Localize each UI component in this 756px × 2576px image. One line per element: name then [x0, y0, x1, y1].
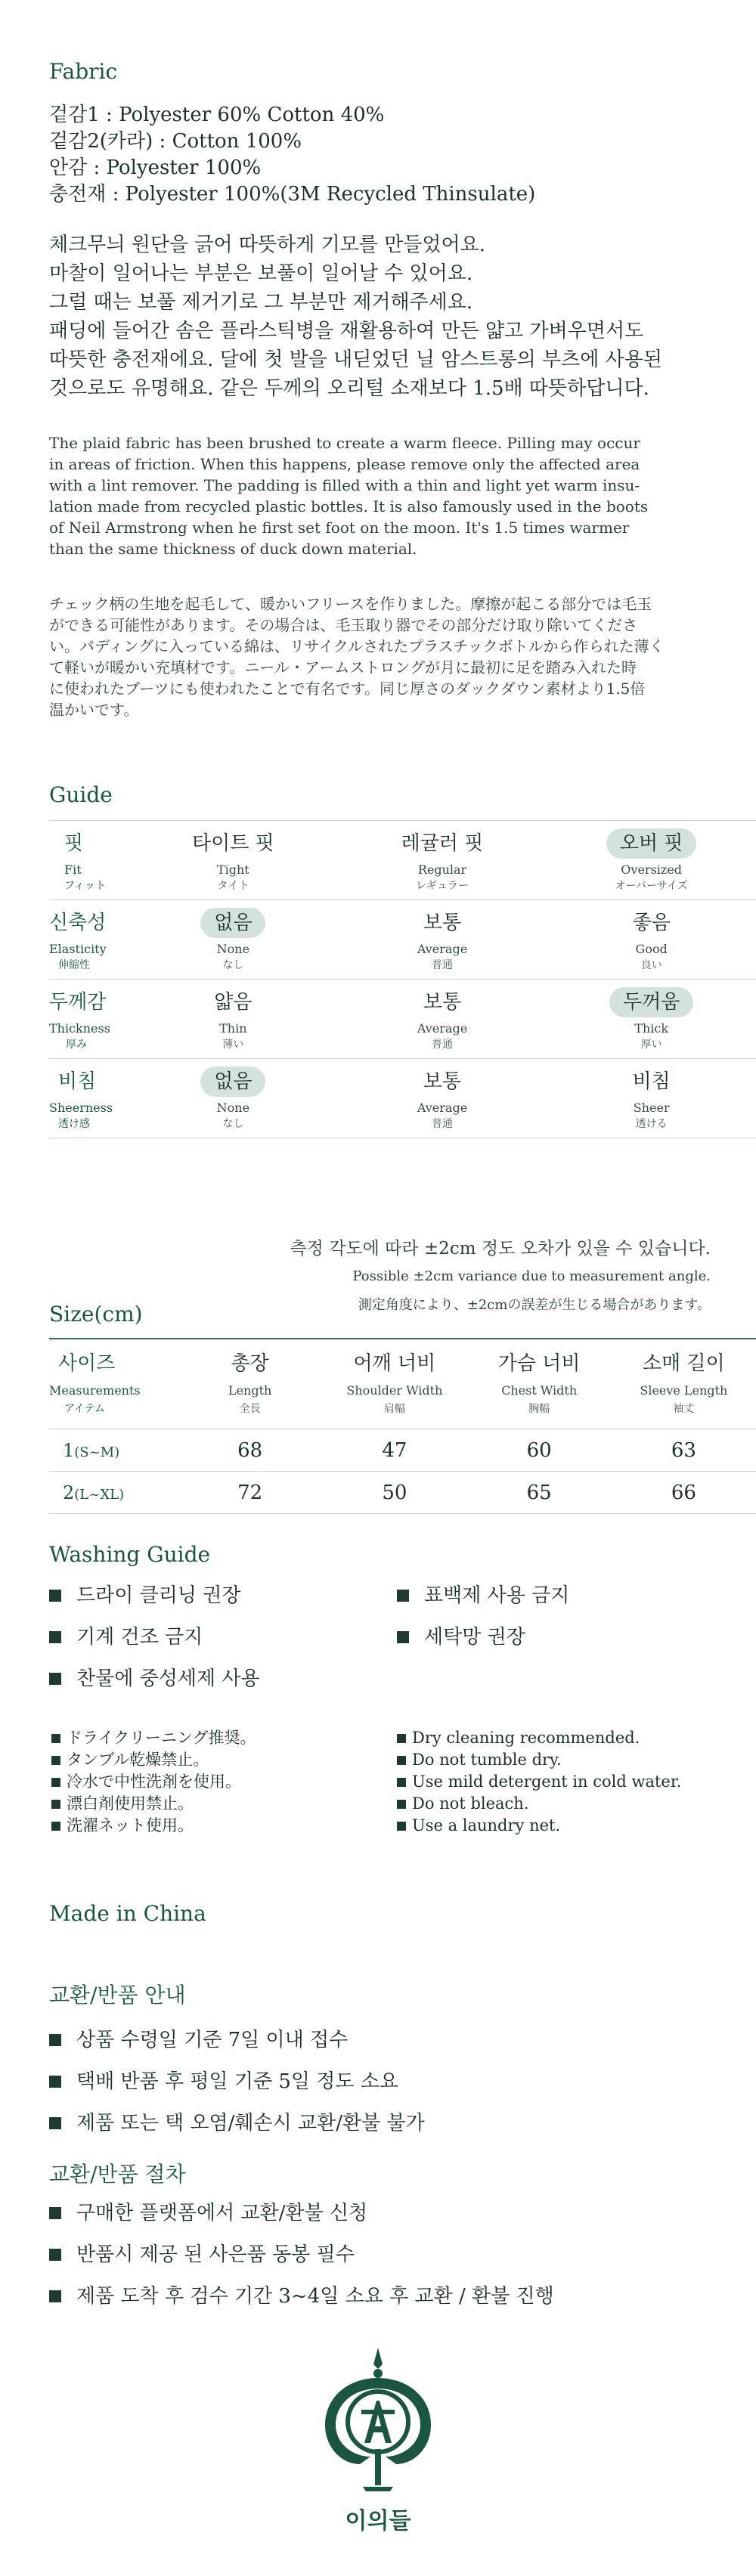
- label-kr: 핏: [64, 832, 84, 855]
- guide-option: [129, 821, 338, 899]
- washing-jp-list: [51, 1727, 384, 1837]
- washing-en-item: Dry cleaning recommended.: [397, 1727, 730, 1749]
- option-en: Average: [417, 1101, 468, 1115]
- size-value: 47: [382, 1438, 407, 1462]
- guide-option: [338, 900, 547, 979]
- guide-option-selected: [129, 900, 338, 979]
- option-en: Regular: [417, 862, 467, 877]
- size-range: (S~M): [74, 1444, 120, 1460]
- bullet-square-icon: [397, 1800, 406, 1809]
- guide-option: [338, 980, 547, 1058]
- size-col-header: [612, 1339, 756, 1429]
- bullet-square-icon: [51, 1822, 60, 1831]
- col-kr: 사이즈: [58, 1352, 116, 1375]
- guide-option: [129, 980, 338, 1058]
- guide-row-fit: [49, 820, 756, 899]
- size-number: 2: [63, 1482, 75, 1503]
- size-label: [49, 1482, 178, 1503]
- exchange-process-list: [49, 2199, 711, 2311]
- guide-option: [338, 821, 547, 899]
- col-en: Chest Width: [501, 1383, 578, 1398]
- note-en: Possible ±2cm variance due to measurement angle.: [352, 1268, 711, 1284]
- fabric-description-jp: [49, 593, 711, 720]
- size-label: [49, 1440, 178, 1461]
- option-en: Tight: [216, 862, 249, 877]
- size-row: [49, 1472, 756, 1514]
- desc-kr-line: 따뜻한 충전재에요. 달에 첫 발을 내딛었던 닐 암스트롱의 부츠에 사용된: [49, 348, 663, 371]
- guide-option: [338, 1059, 547, 1138]
- option-kr-highlight: 없음: [200, 1067, 265, 1097]
- label-kr: 비침: [58, 1070, 97, 1093]
- brand-monogram-icon: [318, 2343, 438, 2494]
- origin-label: Made in China: [49, 1901, 206, 1926]
- washing-heading: Washing Guide: [49, 1542, 211, 1567]
- desc-jp-line: に使われたブーツにも使われたことで有名です。同じ厚さのダックダウン素材より1.5倍: [49, 680, 646, 698]
- washing-en-item: Do not tumble dry.: [397, 1749, 730, 1771]
- washing-kr-right: [397, 1581, 722, 1667]
- guide-row-elasticity: [49, 899, 756, 979]
- option-jp: レギュラー: [416, 880, 469, 892]
- col-kr: 어깨 너비: [353, 1352, 436, 1375]
- option-jp: 良い: [640, 959, 662, 971]
- origin-section: [49, 1901, 711, 1926]
- col-kr: 소매 길이: [643, 1352, 725, 1375]
- desc-en-line: of Neil Armstrong when he first set foot on the moon. It's 1.5 times warmer: [49, 519, 630, 537]
- washing-item: 찬물에 중성세제 사용: [49, 1664, 389, 1693]
- composition-line: 겉감2(카라) : Cotton 100%: [49, 130, 302, 153]
- size-value: 50: [382, 1481, 407, 1504]
- label-en: Elasticity: [49, 942, 107, 956]
- desc-en-line: The plaid fabric has been brushed to create a warm fleece. Pilling may occur: [49, 434, 640, 452]
- option-en: Average: [417, 1021, 468, 1036]
- bullet-square-icon: [397, 1631, 409, 1643]
- desc-jp-line: て軽いが暖かい充填材です。ニール・アームストロングが月に最初に足を踏み入れた時: [49, 658, 637, 677]
- desc-jp-line: チェック柄の生地を起毛して、暖かいフリースを作りました。摩擦が起こる部分では毛玉: [49, 595, 652, 613]
- desc-kr-line: 체크무늬 원단을 긁어 따뜻하게 기모를 만들었어요.: [49, 234, 486, 256]
- guide-option-selected: [547, 821, 756, 899]
- col-jp: 肩幅: [383, 1403, 405, 1415]
- washing-jp-item: 洗濯ネット使用。: [51, 1815, 384, 1837]
- size-col-header: [178, 1339, 322, 1429]
- size-value: 60: [526, 1438, 552, 1462]
- bullet-square-icon: [397, 1734, 406, 1743]
- bullet-square-icon: [49, 1673, 61, 1685]
- col-en: Length: [228, 1383, 272, 1398]
- option-en: Good: [635, 942, 668, 956]
- option-kr: 보통: [423, 1070, 462, 1093]
- option-en: Oversized: [621, 862, 683, 877]
- guide-option: [547, 900, 756, 979]
- option-jp: オーバーサイズ: [615, 880, 688, 892]
- option-kr: 얇음: [214, 991, 253, 1014]
- option-kr: 보통: [423, 991, 462, 1014]
- option-kr-highlight: 없음: [200, 908, 265, 938]
- desc-en-line: with a lint remover. The padding is filled with a thin and light yet warm insu-: [49, 476, 640, 494]
- col-jp: 袖丈: [673, 1403, 695, 1415]
- size-col-header: [467, 1339, 612, 1429]
- fabric-description-kr: [49, 231, 711, 403]
- option-en: Average: [417, 942, 468, 956]
- washing-en-item: Use mild detergent in cold water.: [397, 1771, 730, 1793]
- fabric-heading: Fabric: [49, 59, 118, 84]
- bullet-square-icon: [397, 1756, 406, 1765]
- washing-en-item: Use a laundry net.: [397, 1815, 730, 1837]
- desc-jp-line: ができる可能性があります。その場合は、毛玉取り器でその部分だけ取り除いてくださ: [49, 616, 638, 634]
- exchange-info-section: [49, 1979, 711, 2153]
- guide-option-selected: [547, 980, 756, 1058]
- guide-row-thickness: [49, 979, 756, 1058]
- guide-option-selected: [129, 1059, 338, 1138]
- composition-line: 겉감1 : Polyester 60% Cotton 40%: [49, 104, 385, 126]
- guide-table: [49, 820, 756, 1138]
- desc-kr-line: 패딩에 들어간 솜은 플라스틱병을 재활용하여 만든 얇고 가벼우면서도: [49, 320, 644, 342]
- composition-list: [49, 102, 711, 208]
- exchange-info-item: 제품 또는 택 오염/훼손시 교환/환불 불가: [49, 2109, 711, 2138]
- bullet-square-icon: [49, 1590, 61, 1602]
- bullet-square-icon: [49, 2117, 61, 2129]
- label-en: Fit: [64, 862, 82, 877]
- fabric-description-en: [49, 432, 711, 559]
- exchange-info-list: [49, 2026, 711, 2138]
- bullet-square-icon: [51, 1756, 60, 1765]
- option-en: Sheer: [633, 1101, 670, 1115]
- option-jp: 厚い: [640, 1039, 662, 1051]
- size-table: [49, 1338, 756, 1514]
- washing-item: 기계 건조 금지: [49, 1623, 389, 1652]
- option-jp: タイト: [217, 880, 249, 892]
- exchange-info-item: 택배 반품 후 평일 기준 5일 정도 소요: [49, 2067, 711, 2096]
- option-kr: 보통: [423, 912, 462, 934]
- guide-row-label: [49, 821, 129, 899]
- size-table-header: [49, 1338, 756, 1429]
- label-en: Sheerness: [49, 1101, 113, 1115]
- guide-option: [547, 1059, 756, 1138]
- size-value: 65: [526, 1481, 552, 1504]
- washing-section: [49, 1542, 711, 1567]
- size-row: [49, 1429, 756, 1472]
- brand-wordmark: 이의들: [345, 2508, 411, 2534]
- bullet-square-icon: [51, 1734, 60, 1743]
- washing-en-item: Do not bleach.: [397, 1793, 730, 1815]
- label-en: Thickness: [49, 1021, 110, 1036]
- washing-jp-item: 漂白剤使用禁止。: [51, 1793, 384, 1815]
- size-value: 68: [237, 1438, 263, 1462]
- brand-logo: [318, 2343, 438, 2540]
- washing-item: 세탁망 권장: [397, 1623, 722, 1652]
- bullet-square-icon: [49, 2034, 61, 2046]
- size-number: 1: [63, 1439, 75, 1461]
- guide-row-label: [49, 900, 129, 979]
- option-en: Thick: [634, 1021, 669, 1036]
- size-value: 66: [671, 1481, 696, 1504]
- desc-jp-line: い。パディングに入っている綿は、リサイクルされたプラスチックボトルから作られた薄く: [49, 637, 665, 655]
- exchange-process-section: [49, 2158, 711, 2326]
- bullet-square-icon: [51, 1778, 60, 1787]
- washing-jp-item: タンブル乾燥禁止。: [51, 1749, 384, 1771]
- bullet-square-icon: [49, 2076, 61, 2088]
- label-kr: 신축성: [49, 912, 107, 934]
- size-col-header: [322, 1339, 466, 1429]
- col-jp: 胸幅: [528, 1403, 550, 1415]
- bullet-square-icon: [49, 2249, 61, 2261]
- note-jp: 測定角度により、±2cmの誤差が生じる場合があります。: [358, 1297, 711, 1313]
- desc-kr-line: 그럴 때는 보풀 제거기로 그 부분만 제거해주세요.: [49, 291, 473, 314]
- size-range: (L~XL): [74, 1486, 125, 1503]
- option-en: None: [216, 1101, 250, 1115]
- exchange-info-item: 상품 수령일 기준 7일 이내 접수: [49, 2026, 711, 2054]
- composition-line: 충전재 : Polyester 100%(3M Recycled Thinsulate): [49, 183, 536, 206]
- guide-heading: Guide: [49, 782, 113, 807]
- option-en: Thin: [219, 1021, 247, 1036]
- col-jp: アイテム: [64, 1403, 106, 1415]
- guide-row-label: [49, 1059, 129, 1138]
- col-kr: 가슴 너비: [497, 1352, 581, 1375]
- option-kr-highlight: 오버 핏: [606, 828, 697, 859]
- size-section: [49, 1302, 711, 1327]
- bullet-square-icon: [397, 1590, 409, 1602]
- desc-en-line: in areas of friction. When this happens, please remove only the affected area: [49, 455, 640, 473]
- option-kr: 좋음: [632, 912, 671, 934]
- washing-jp-item: ドライクリーニング推奨。: [51, 1727, 384, 1749]
- desc-kr-line: 것으로도 유명해요. 같은 두께의 오리털 소재보다 1.5배 따뜻하답니다.: [49, 377, 649, 400]
- washing-item: 표백제 사용 금지: [397, 1581, 722, 1610]
- size-value: 72: [237, 1481, 263, 1504]
- option-jp: なし: [222, 959, 244, 971]
- bullet-square-icon: [397, 1822, 406, 1831]
- exchange-process-item: 구매한 플랫폼에서 교환/환불 신청: [49, 2199, 711, 2228]
- exchange-process-item: 제품 도착 후 검수 기간 3~4일 소요 후 교환 / 환불 진행: [49, 2282, 711, 2311]
- desc-en-line: lation made from recycled plastic bottles. It is also famously used in the boots: [49, 497, 649, 516]
- label-jp: フィット: [64, 880, 106, 892]
- col-en: Sleeve Length: [640, 1383, 728, 1398]
- option-jp: 薄い: [222, 1039, 244, 1051]
- size-heading: Size(cm): [49, 1302, 143, 1327]
- fabric-section: [49, 59, 711, 208]
- composition-line: 안감 : Polyester 100%: [49, 156, 262, 179]
- bullet-square-icon: [49, 2290, 61, 2302]
- option-kr-highlight: 두꺼움: [609, 987, 693, 1017]
- bullet-square-icon: [397, 1778, 406, 1787]
- washing-item: 드라이 클리닝 권장: [49, 1581, 389, 1610]
- option-kr: 타이트 핏: [191, 832, 274, 855]
- option-kr: 레귤러 핏: [401, 832, 484, 855]
- option-jp: なし: [222, 1118, 244, 1130]
- option-kr: 비침: [632, 1070, 671, 1093]
- note-kr: 측정 각도에 따라 ±2cm 정도 오차가 있을 수 있습니다.: [290, 1239, 711, 1259]
- exchange-process-item: 반품시 제공 된 사은품 동봉 필수: [49, 2240, 711, 2269]
- label-jp: 透け感: [58, 1118, 90, 1130]
- washing-jp-item: 冷水で中性洗剤を使用。: [51, 1771, 384, 1793]
- exchange-process-heading: 교환/반품 절차: [49, 2162, 186, 2187]
- bullet-square-icon: [49, 2207, 61, 2219]
- size-col-header: [49, 1339, 178, 1429]
- label-jp: 伸縮性: [58, 959, 90, 971]
- guide-section: [49, 782, 711, 807]
- col-en: Measurements: [49, 1383, 141, 1398]
- col-kr: 총장: [231, 1352, 269, 1375]
- label-kr: 두께감: [49, 991, 107, 1014]
- option-jp: 透ける: [635, 1118, 668, 1130]
- option-jp: 普通: [432, 1039, 453, 1051]
- bullet-square-icon: [51, 1800, 60, 1809]
- desc-jp-line: 温かいです。: [49, 701, 139, 719]
- option-jp: 普通: [432, 1118, 453, 1130]
- desc-en-line: than the same thickness of duck down material.: [49, 540, 417, 558]
- col-en: Shoulder Width: [346, 1383, 443, 1398]
- exchange-info-heading: 교환/반품 안내: [49, 1983, 186, 2008]
- bullet-square-icon: [49, 1631, 61, 1643]
- guide-row-sheerness: [49, 1058, 756, 1138]
- guide-row-label: [49, 980, 129, 1058]
- option-jp: 普通: [432, 959, 453, 971]
- desc-kr-line: 마찰이 일어나는 부분은 보풀이 일어날 수 있어요.: [49, 262, 473, 285]
- size-value: 63: [671, 1438, 696, 1462]
- washing-kr-left: [49, 1581, 389, 1708]
- col-jp: 全長: [239, 1403, 261, 1415]
- washing-en-list: [397, 1727, 730, 1837]
- label-jp: 厚み: [66, 1039, 87, 1051]
- option-en: None: [216, 942, 250, 956]
